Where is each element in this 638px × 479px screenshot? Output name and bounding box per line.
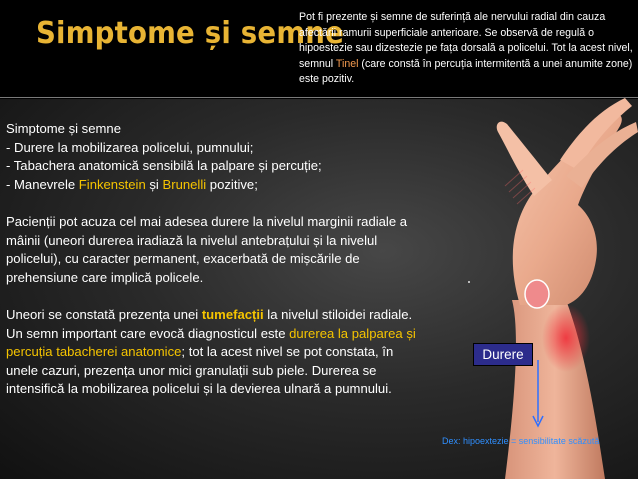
paragraph-text: la nivelul stiloidei radiale. Un semn important care evocă diagnosticul este: [6, 306, 413, 341]
snuffbox-circle-marker: [525, 280, 549, 308]
bullet-text: pozitive;: [206, 176, 258, 192]
paragraph-text: ; tot la acest nivel se pot constata, în unele cazuri, prezența unor mici granulații sub piele. Durerea se intensifică la mobilizarea policelui și la devierea ulnară a pumnului.: [6, 344, 394, 397]
body-heading: Simptome și semne: [6, 121, 121, 136]
brunelli-term: Brunelli: [162, 176, 207, 192]
bullet-text: - Manevrele: [6, 176, 79, 192]
slide-title: Simptome și semne: [36, 16, 344, 51]
finkenstein-term: Finkenstein: [78, 176, 146, 192]
durere-label-box: Durere: [473, 343, 533, 366]
symptom-bullet: [6, 176, 416, 195]
pain-zone-marker: [542, 304, 590, 372]
note-tinel-term: Tinel: [335, 57, 359, 70]
note-text-part2: (care constă în percuția intermitentă a unei anumite zone) este pozitiv.: [299, 57, 633, 86]
bullet-text: și: [145, 176, 163, 192]
mouse-cursor-dot: [468, 281, 470, 283]
body-paragraph: Pacienții pot acuza cel mai adesea durere la nivelul marginii radiale a mâinii (uneori durerea iradiază la nivelul antebrațului și la nivelul policelui), cu caracter permanent, exacerbată de mișcările de prehensiune care implică policele.: [6, 213, 408, 285]
symptom-bullet: - Durere la mobilizarea policelui, pumnului;: [6, 139, 254, 155]
tumefactii-term: tumefacții: [201, 306, 264, 322]
body-paragraph: [6, 306, 416, 399]
paragraph-text: Uneori se constată prezența unei: [6, 306, 202, 322]
thumb-shape: [497, 122, 552, 196]
note-text-part1: Pot fi prezente și semne de suferință ale nervului radial din cauza afectării ramurii superficiale anterioare. Se observă de regulă o hipoestezie sau dizestezie pe fața dorsală a policelui. Tot la acest nivel, semnul: [299, 11, 633, 70]
dex-caption: Dex: hipoextezie = sensibilitate scăzută: [442, 436, 600, 446]
durere-palpare-term: durerea la palparea și percuția tabacherei anatomice: [6, 325, 416, 360]
symptom-bullet: - Tabachera anatomică sensibilă la palpare și percuție;: [6, 158, 322, 174]
body-text: [6, 120, 416, 399]
